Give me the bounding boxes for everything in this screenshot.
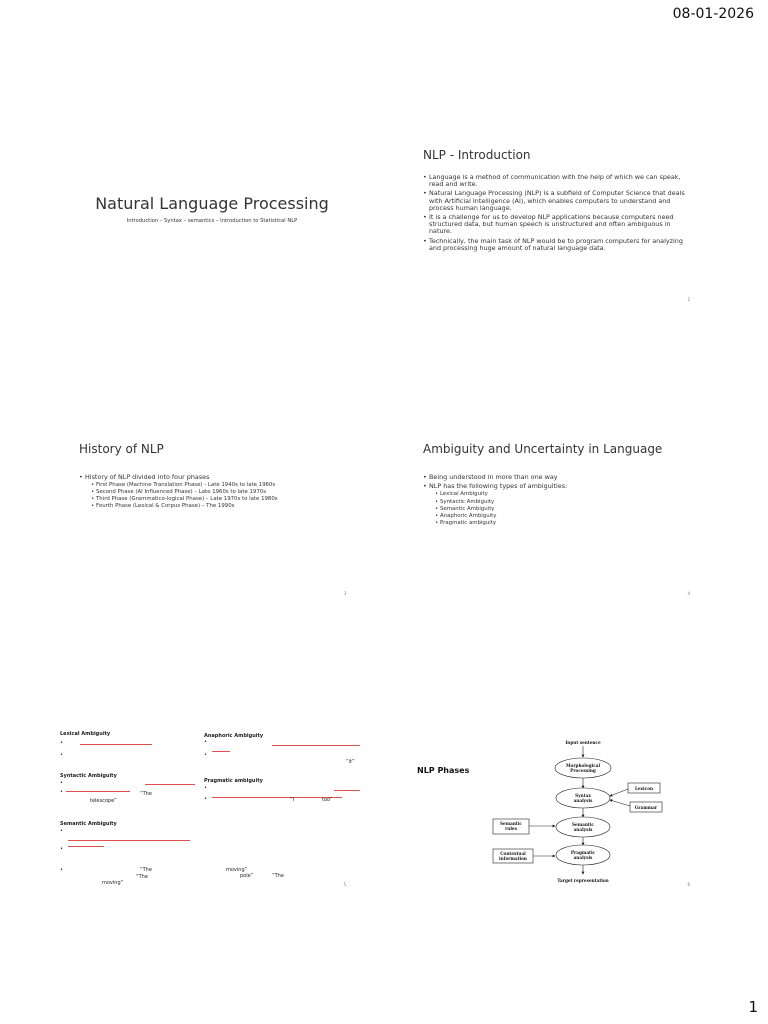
- slide-heading: Ambiguity and Uncertainty in Language: [423, 442, 663, 456]
- sub-bullet-list: [429, 491, 693, 526]
- anaphoric-heading: Anaphoric Ambiguity: [204, 733, 264, 739]
- bullet-item: [423, 483, 693, 527]
- slide-ambiguity-examples: [40, 725, 384, 983]
- arrow: [610, 789, 628, 796]
- bullet-item: [79, 474, 349, 511]
- slide-nlp-introduction: [384, 140, 728, 398]
- slide-history-of-nlp: [40, 434, 384, 692]
- slide-heading: NLP - Introduction: [423, 148, 531, 162]
- morphological-text-1: Morphological: [565, 763, 601, 768]
- semantic-rules-text-2: rules: [505, 826, 517, 831]
- morphological-text-2: Processing: [570, 768, 596, 773]
- slide-number: 3: [343, 591, 346, 596]
- example-fragment: moving”: [226, 867, 248, 873]
- phase-item: • Third Phase (Grammatico-logical Phase) – Late 1970s to late 1980s: [91, 496, 349, 503]
- slide-heading: History of NLP: [79, 442, 164, 456]
- example-fragment: “The: [272, 873, 284, 879]
- syntax-text-2: analysis: [573, 798, 593, 803]
- semantic-text-2: analysis: [573, 827, 593, 832]
- semantic-rules-text-1: Semantic: [500, 821, 522, 826]
- bullet-text: History of NLP divided into four phases: [85, 473, 210, 481]
- bullet-dot: •: [204, 752, 207, 758]
- bullet-dot: •: [204, 796, 207, 802]
- sub-bullet-list: [85, 482, 349, 510]
- slide-title: [40, 140, 384, 398]
- pragmatic-text-1: Pragmatic: [570, 850, 596, 855]
- bullet-item: • Technically, the main task of NLP would be to program computers for analyzing and processing huge amount of natural language data.: [423, 238, 693, 252]
- print-date: 08-01-2026: [672, 6, 754, 22]
- example-fragment: too”: [322, 797, 333, 803]
- highlight-line: [66, 791, 130, 792]
- bullet-dot: •: [60, 846, 63, 852]
- slide-ambiguity: [384, 434, 728, 692]
- example-fragment: “I: [290, 797, 295, 803]
- example-fragment: pole”: [240, 873, 254, 879]
- highlight-line: [68, 846, 104, 847]
- semantic-heading: Semantic Ambiguity: [60, 821, 117, 827]
- bullet-dot: •: [204, 739, 207, 745]
- bullet-dot: •: [60, 752, 63, 758]
- bullet-dot: •: [60, 789, 63, 795]
- pragmatic-heading: Pragmatic ambiguity: [204, 778, 263, 784]
- example-fragment: “The: [140, 791, 152, 797]
- bullet-list: [79, 474, 349, 513]
- slide-title-heading: Natural Language Processing: [95, 194, 329, 213]
- type-item: • Semantic Ambiguity: [435, 506, 693, 513]
- phase-item: • Fourth Phase (Lexical & Corpus Phase) – The 1990s: [91, 503, 349, 510]
- example-fragment: moving”: [102, 880, 124, 886]
- highlight-line: [212, 751, 230, 752]
- example-fragment: “it”: [346, 759, 355, 765]
- syntactic-heading: Syntactic Ambiguity: [60, 773, 117, 779]
- bullet-dot: •: [60, 740, 63, 746]
- slide-title-subtitle: Introduction – Syntax – semantics – Introduction to Statistical NLP: [126, 218, 298, 224]
- lexicon-text: Lexicon: [634, 786, 654, 791]
- target-representation-label: Target representation: [557, 878, 609, 883]
- syntax-text-1: Syntax: [575, 793, 591, 798]
- type-item: • Lexical Ambiguity: [435, 491, 693, 498]
- bullet-item: • Language is a method of communication with the help of which we can speak, read and write.: [423, 174, 693, 188]
- bullet-item: • Being understood in more than one way: [423, 474, 693, 481]
- bullet-dot: •: [60, 828, 63, 834]
- arrow: [610, 800, 630, 806]
- highlight-line: [272, 745, 360, 746]
- slide-number: 2: [687, 297, 690, 302]
- nlp-phases-diagram: [384, 725, 728, 895]
- contextual-text-2: information: [499, 856, 527, 861]
- type-item: • Pragmatic ambiguity: [435, 520, 693, 527]
- phase-item: • Second Phase (AI Influenced Phase) – Late 1960s to late 1970s: [91, 489, 349, 496]
- bullet-dot: •: [60, 780, 63, 786]
- slide-number: 4: [687, 591, 690, 596]
- slide-number: 6: [687, 882, 690, 887]
- example-fragment: “The: [136, 874, 148, 880]
- bullet-list: [423, 174, 693, 254]
- highlight-line: [334, 790, 360, 791]
- bullet-text: NLP has the following types of ambiguities:: [429, 482, 568, 491]
- slide-heading: NLP Phases: [417, 766, 470, 775]
- slide-nlp-phases: [384, 725, 728, 983]
- slide-number: 5: [343, 882, 346, 887]
- bullet-dot: •: [204, 785, 207, 791]
- example-fragment: “The: [140, 867, 152, 873]
- phase-item: • First Phase (Machine Translation Phase) - Late 1940s to late 1960s: [91, 482, 349, 489]
- bullet-item: • It is a challenge for us to develop NLP applications because computers need structured data, but human speech is unstructured and often ambiguous in nature.: [423, 214, 693, 236]
- page-number: 1: [748, 998, 758, 1016]
- bullet-item: • Natural Language Processing (NLP) is a subfield of Computer Science that deals with Artificial Intelligence (AI), which enables computers to understand and process human language.: [423, 190, 693, 212]
- lexical-heading: Lexical Ambiguity: [60, 731, 111, 737]
- highlight-line: [68, 840, 190, 841]
- contextual-text-1: Contextual: [500, 851, 526, 856]
- bullet-dot: •: [60, 867, 63, 873]
- bullet-list: [423, 474, 693, 529]
- type-item: • Anaphoric Ambiguity: [435, 513, 693, 520]
- highlight-line: [80, 744, 152, 745]
- grammar-text: Grammar: [634, 805, 658, 810]
- semantic-text-1: Semantic: [572, 822, 594, 827]
- highlight-line: [145, 784, 195, 785]
- input-sentence-label: Input sentence: [565, 740, 601, 745]
- example-fragment: telescope”: [90, 798, 117, 804]
- pragmatic-text-2: analysis: [573, 855, 593, 860]
- type-item: • Syntactic Ambiguity: [435, 499, 693, 506]
